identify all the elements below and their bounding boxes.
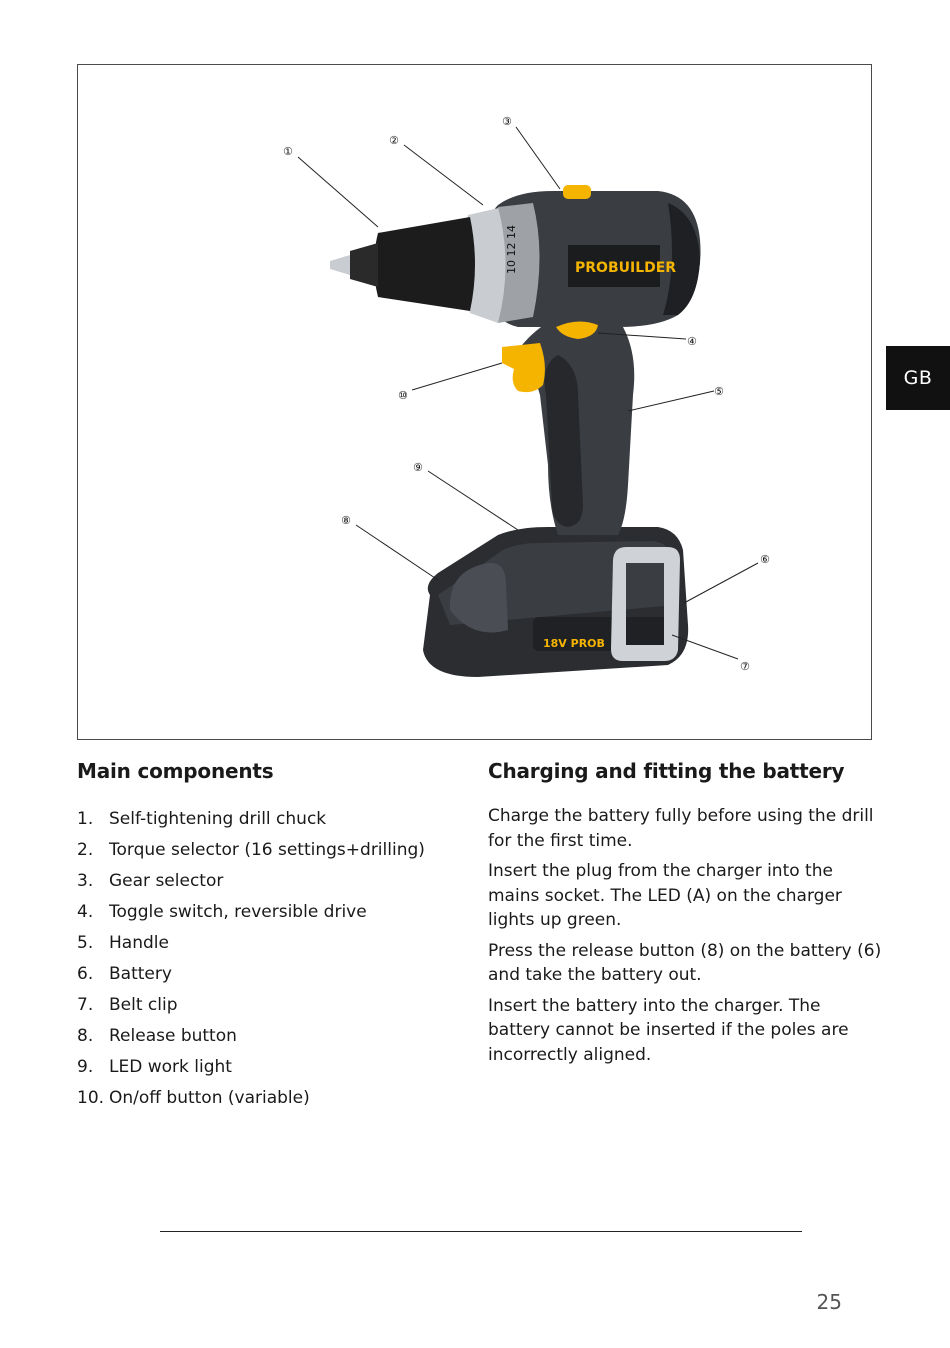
item-text: Battery — [109, 964, 172, 984]
item-number: 10. — [77, 1088, 105, 1108]
item-text: Torque selector (16 settings+drilling) — [109, 840, 425, 860]
item-text: Toggle switch, reversible drive — [109, 902, 367, 922]
callout-8: ⑧ — [341, 514, 351, 527]
item-number: 6. — [77, 964, 94, 984]
chuck-assembly — [330, 203, 540, 323]
list-item — [77, 959, 472, 990]
charging-paragraph: Charge the battery fully before using the drill for the first time. — [488, 806, 874, 851]
footer-divider — [160, 1231, 802, 1232]
item-text: Release button — [109, 1026, 237, 1046]
list-item — [77, 990, 472, 1021]
main-components-heading: Main components — [77, 759, 274, 783]
gear-selector — [563, 185, 591, 199]
list-item — [77, 804, 472, 835]
callout-4: ④ — [687, 335, 697, 348]
item-number: 7. — [77, 995, 94, 1015]
item-text: LED work light — [109, 1057, 232, 1077]
item-number: 8. — [77, 1026, 94, 1046]
item-number: 2. — [77, 840, 94, 860]
list-item — [77, 897, 472, 928]
page-number: 25 — [816, 1290, 842, 1314]
item-text: On/off button (variable) — [109, 1088, 310, 1108]
callout-5: ⑤ — [714, 385, 724, 398]
item-number: 3. — [77, 871, 94, 891]
callout-2: ② — [389, 134, 399, 147]
callout-10: ⑩ — [398, 389, 408, 402]
list-item — [77, 1083, 472, 1114]
battery-logo: 18V PROB — [543, 637, 605, 650]
item-text: Belt clip — [109, 995, 178, 1015]
callout-3: ③ — [502, 115, 512, 128]
drill-illustration — [78, 65, 873, 741]
item-text: Self-tightening drill chuck — [109, 809, 327, 829]
product-figure — [77, 64, 872, 740]
components-list — [77, 804, 472, 1114]
charging-paragraph: Press the release button (8) on the battery (6) and take the battery out. — [488, 940, 882, 985]
charging-paragraph: Insert the plug from the charger into the mains socket. The LED (A) on the charger lights up green. — [488, 861, 842, 930]
callout-6: ⑥ — [760, 553, 770, 566]
charging-section — [488, 756, 883, 1073]
item-number: 4. — [77, 902, 94, 922]
callout-7: ⑦ — [740, 660, 750, 673]
list-item — [77, 1021, 472, 1052]
list-item — [77, 928, 472, 959]
main-components-section — [77, 756, 472, 1114]
callout-9: ⑨ — [413, 461, 423, 474]
charging-heading: Charging and fitting the battery — [488, 759, 845, 783]
trigger-button — [502, 343, 545, 392]
language-tab: GB — [886, 346, 950, 410]
brand-logo: PROBUILDER — [575, 260, 677, 276]
torque-marks: 10 12 14 — [505, 225, 518, 274]
callout-1: ① — [283, 145, 293, 158]
item-number: 9. — [77, 1057, 94, 1077]
item-number: 1. — [77, 809, 94, 829]
list-item — [77, 866, 472, 897]
charging-paragraph: Insert the battery into the charger. The battery cannot be inserted if the poles are incorrectly aligned. — [488, 995, 849, 1065]
item-text: Gear selector — [109, 871, 224, 891]
item-number: 5. — [77, 933, 94, 953]
list-item — [77, 1052, 472, 1083]
list-item — [77, 835, 472, 866]
item-text: Handle — [109, 933, 169, 953]
